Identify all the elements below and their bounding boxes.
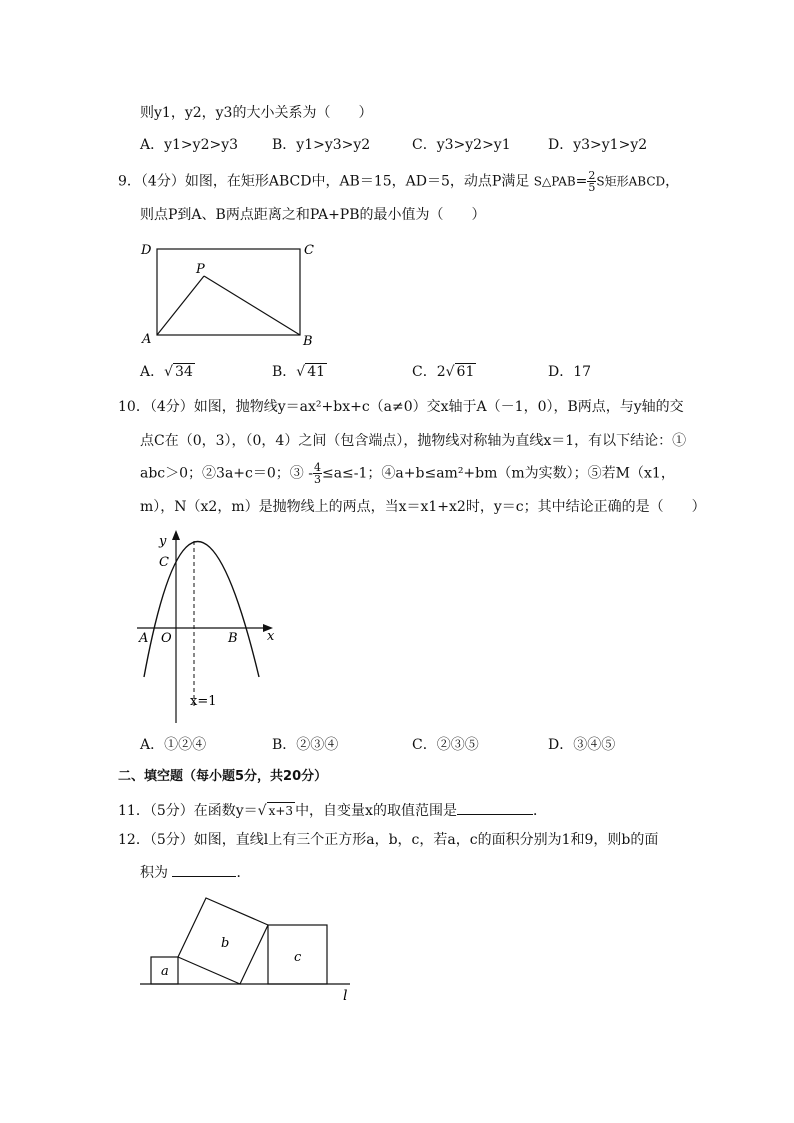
q12-text2: 积为	[140, 865, 168, 881]
q12-score: （5分）	[149, 832, 194, 848]
q9-opt-c-radicand: 61	[456, 364, 475, 380]
q10-text1: 如图，抛物线y＝ax²+bx+c（a≠0）交x轴于A（－1，0），B两点，与y轴的交	[193, 399, 684, 415]
q12-text1: 如图，直线l上有三个正方形a，b，c，若a，c的面积分别为1和9，则b的面	[193, 832, 659, 848]
q9-option-d[interactable]: D．17	[548, 364, 592, 380]
label-d: D	[141, 243, 152, 258]
q9-text1: 如图，在矩形ABCD中，AB＝15，AD＝5，动点P满足	[184, 173, 530, 190]
label-a: A	[139, 631, 149, 646]
q10-option-d[interactable]: D．③④⑤	[548, 737, 616, 753]
q9-rectangle-figure	[138, 238, 328, 353]
label-o: O	[161, 631, 172, 646]
q8-option-a[interactable]: A．y1>y2>y3	[140, 137, 239, 153]
q8-option-c[interactable]: C．y3>y2>y1	[412, 137, 511, 153]
q10-option-c[interactable]: C．②③⑤	[412, 737, 479, 753]
q9-opt-a-label: A．	[140, 364, 165, 380]
label-a: A	[142, 332, 152, 347]
q9-score: （4分）	[140, 173, 185, 190]
label-p: P	[196, 262, 205, 277]
label-y: y	[159, 534, 167, 549]
q11-text-a: 在函数y＝	[193, 803, 258, 819]
label-a: a	[161, 964, 169, 979]
label-c: C	[304, 243, 314, 258]
y-axis-arrow	[172, 530, 180, 540]
q9-s-rect: S矩形ABCD	[596, 174, 666, 189]
q9-option-a[interactable]: A．√ 34	[140, 364, 193, 380]
q9-frac-den: 5	[588, 181, 596, 194]
q10-text3a: abc＞0；②3a+c＝0；③ -	[140, 465, 313, 482]
q10-option-a[interactable]: A．①②④	[140, 737, 207, 753]
q12-squares-figure	[135, 890, 365, 1005]
q10-fraction	[313, 462, 322, 485]
q10-question-line1	[118, 397, 684, 417]
segment-pb	[204, 276, 300, 335]
q9-opt-c-label: C．2	[412, 364, 446, 380]
label-b: B	[228, 631, 238, 646]
q11-text-b: 中，自变量x的取值范围是	[295, 803, 457, 819]
q10-question-line3	[140, 462, 675, 485]
segment-pa	[157, 276, 204, 335]
q9-frac-num: 2	[588, 169, 596, 182]
q11-answer-blank[interactable]	[457, 800, 533, 815]
q11-question-line: 11．（5分）在函数y＝√ x+3 中，自变量x的取值范围是 ．	[118, 800, 547, 821]
label-l: l	[343, 988, 348, 1004]
q11-end: ．	[532, 803, 547, 819]
q10-option-b[interactable]: B．②③④	[272, 737, 339, 753]
q10-question-line4: m），N（x2，m）是抛物线上的两点，当x＝x1+x2时，y＝c；其中结论正确的是（ ）	[140, 499, 706, 515]
q12-number: 12．	[118, 832, 150, 848]
label-c: c	[294, 950, 302, 965]
q9-option-c[interactable]: C．2√ 61	[412, 364, 475, 380]
q10-text3b: ≤a≤-1；④a+b≤am²+bm（m为实数）；⑤若M（x1，	[321, 465, 675, 482]
q11-score: （5分）	[149, 803, 194, 819]
label-x: x	[267, 629, 275, 644]
q9-opt-b-label: B．	[272, 364, 297, 380]
q9-opt-b-radicand: 41	[307, 364, 326, 380]
label-b: B	[303, 334, 313, 349]
q8-option-b[interactable]: B．y1>y3>y2	[272, 137, 371, 153]
q9-comma: ，	[665, 173, 680, 190]
q8-option-d[interactable]: D．y3>y1>y2	[548, 137, 648, 153]
q12-end: ．	[236, 865, 251, 881]
q10-score: （4分）	[149, 399, 194, 415]
q9-opt-a-radicand: 34	[175, 364, 193, 380]
q11-number: 11．	[118, 803, 150, 819]
q10-question-line2: 点C在（0，3），（0，4）之间（包含端点），抛物线对称轴为直线x＝1，有以下结论：①	[140, 433, 687, 449]
q10-parabola-figure	[135, 528, 285, 728]
label-b: b	[221, 936, 230, 951]
q9-question-line2: 则点P到A、B两点距离之和PA+PB的最小值为（ ）	[140, 207, 486, 223]
q12-question-line2	[140, 862, 250, 883]
q8-question-line: 则y1，y2，y3的大小关系为（ ）	[140, 105, 373, 121]
q11-radicand: x+3	[268, 804, 294, 818]
q9-question-line1	[118, 170, 679, 193]
q12-answer-blank[interactable]	[172, 862, 236, 877]
q12-question-line1	[118, 830, 658, 850]
q10-frac-den: 3	[313, 473, 321, 486]
q9-number: 9．	[118, 173, 141, 190]
section2-title: 二、填空题（每小题5分，共20分）	[118, 769, 328, 784]
q9-s-triangle: S△PAB	[533, 174, 576, 189]
q10-frac-num: 4	[313, 461, 321, 474]
label-c: C	[159, 555, 169, 570]
label-axis-x1: x=1	[190, 694, 217, 709]
q10-number: 10．	[118, 399, 150, 415]
q9-option-b[interactable]: B．√ 41	[272, 364, 326, 380]
q9-equals: =	[575, 173, 588, 190]
